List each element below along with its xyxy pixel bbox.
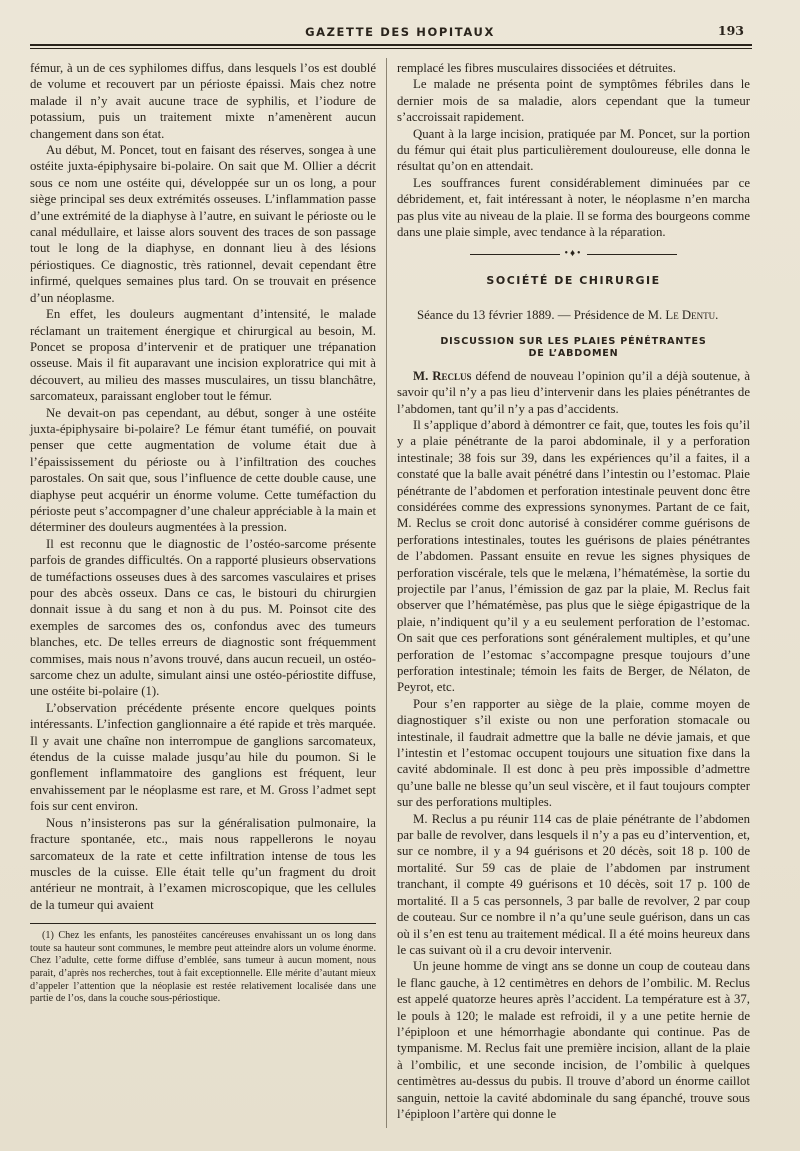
- header-rule-thick: [30, 44, 752, 46]
- paragraph: En effet, les douleurs augmentant d’intensité, le malade réclamant un traitement énergique et chirurgical au besoin, M. Poncet se proposa d’intervenir et de pratiquer une trépanation osseuse. Mais il fit auparavant une incision exploratrice qui mit à découvert, au milieu des masses musculaires, un tissu blanchâtre, sarcomateux, paraissant englober tout le fémur.: [30, 307, 376, 404]
- paragraph: L’observation précédente présente encore quelques points intéressants. L’infection ganglionnaire a été rapide et très marquée. Il y avait une chaîne non interrompue de ganglions sarcomateux, étendus de la cuisse malade jusqu’au hile du poumon. Si le gonflement inflammatoire des ganglions est fréquent, leur envahissement par le néoplasme est rare, et M. Gross l’admet sept fois sur cent environ.: [30, 700, 376, 814]
- footnote-rule: [30, 923, 376, 924]
- discussion-heading-line-2: DE L’ABDOMEN: [528, 347, 619, 359]
- running-head: [0, 22, 800, 42]
- paragraph: M. Reclus a pu réunir 114 cas de plaie pénétrante de l’abdomen par balle de revolver, dans lesquels il n’y a pas eu d’intervention, et, sur ce nombre, il y a 94 guérisons et 20 décès, soit 18 p. 100 de mortalité. Sur 59 cas de plaie de l’abdomen par instrument tranchant, il compte 49 guérisons et 10 décès, soit 17 p. 100 de mortalité. Il a 5 cas personnels, 3 par balle de revolver, 2 par coup de couteau. Sur ce nombre il n’a qu’une seule guérison, dans un cas où il s’en est tenu au traitement médical. Il a été moins heureux dans le cas suivant où il a cru devoir intervenir.: [397, 811, 750, 957]
- paragraph: Un jeune homme de vingt ans se donne un coup de couteau dans le flanc gauche, à 12 centimètres en dehors de l’ombilic. M. Reclus est appelé quatorze heures après l’accident. La température est à 37, le pouls à 120; le malade est refroidi, il y a une petite hernie de l’épiploon et une hémorrhagie abondante qui continue. Pas de tympanisme. M. Reclus fait une première incision, allant de la plaie à l’ombilic, et une seconde incision, de l’ombilic à quelques centimètres au-dessus du pubis. Il trouve d’abord un énorme caillot sanguin, nettoie la cavité abdominale du sang épanché, trouve sous l’épiploon l’artère qui donne le: [397, 959, 750, 1121]
- discussion-heading-line-1: DISCUSSION SUR LES PLAIES PÉNÉTRANTES: [440, 335, 707, 347]
- paragraph: Les souffrances furent considérablement diminuées par ce débridement, et, fait intéressant à noter, le néoplasme n’en marcha pas plus vite au niveau de la plaie. Il se forma des bourgeons comme dans une plaie simple, avec tendance à la réparation.: [397, 175, 750, 240]
- paragraph: Il est reconnu que le diagnostic de l’ostéo-sarcome présente parfois de grandes difficultés. On a rapporté plusieurs observations de tuméfactions osseuses dues à des sarcomes vasculaires et prises pour des abcès osseux. Dans ce cas, le bistouri du chirurgien donnait issue à du sang et non à du pus. M. Poinsot cite des exemples de sarcomes des os, confondus avec des tumeurs blanches, etc. De telles erreurs de diagnostic sont fréquemment commises, mais nous n’avons trouvé, dans aucun recueil, un ostéo-sarcome chez un adulte, simulant ainsi une ostéo-périostite diffuse, une ostéite bi-polaire (1).: [30, 536, 376, 699]
- ornament-glyph: •♦•: [564, 248, 583, 260]
- column-divider: [386, 58, 387, 1128]
- paragraph: Le malade ne présenta point de symptômes fébriles dans le dernier mois de sa maladie, alors cependant que la tumeur s’accroissait rapidement.: [397, 77, 750, 125]
- ornament-line-right: [587, 254, 677, 255]
- paragraph: remplacé les fibres musculaires dissociées et détruites.: [397, 61, 676, 75]
- header-rule-thin: [30, 48, 752, 49]
- running-title: GAZETTE DES HOPITAUX: [305, 25, 495, 39]
- paragraph: Nous n’insisterons pas sur la généralisation pulmonaire, la fracture spontanée, etc., mais nous rappellerons le noyau sarcomateux de la rate et cette infiltration intense de tous les muscles de la cuisse. Elle était telle qu’un fragment du droit antérieur ne montrait, à l’examen microscopique, que les cellules de la tumeur qui avaient: [30, 815, 376, 912]
- footnote: (1) Chez les enfants, les panostéites cancéreuses envahissant un os long dans toute sa hauteur sont communes, le membre peut atteindre alors un volume énorme. Chez l’adulte, cette forme diffuse d’emblée, sans tumeur à aucun moment, nous parait, d’après nos recherches, tout à fait exceptionnelle. Elle mérite d’autant mieux d’appeler l’attention que la néoplasie est restée relativement localisée dans une partie de l’os, dans la couche sous-périostique.: [30, 930, 376, 1005]
- president-name: Le Dentu: [665, 308, 716, 323]
- paragraph: Ne devait-on pas cependant, au début, songer à une ostéite juxta-épiphysaire bi-polaire? Le fémur étant tuméfié, on pouvait penser que cette augmentation de volume était due à l’épaississement du périoste ou à l’infiltration des couches parostales. On sait que, sous l’influence de cette double cause, une diaphyse peut acquérir un énorme volume. Cette tuméfaction du périoste peut s’accompagner d’une chaleur appréciable à la main et déterminer des douleurs augmentées à la pression.: [30, 405, 376, 535]
- section-ornament: [397, 246, 750, 262]
- speaker-name: M. Reclus: [413, 368, 472, 383]
- paragraph: [397, 368, 750, 417]
- paragraph: Pour s’en rapporter au siège de la plaie, comme moyen de diagnostiquer s’il existe ou non une perforation stomacale ou intestinale, il faudrait admettre que la balle ne dévie jamais, et que l’intestin et l’estomac occupent toujours une situation fixe dans la cavité abdominale. Il est donc à peu près impossible d’admettre qu’une balle ne blesse qu’un seul viscère, et il faut toujours compter sur des perforations multiples.: [397, 696, 750, 810]
- session-date: Séance du 13 février 1889. — Présidence de M.: [417, 308, 663, 323]
- discussion-heading: [397, 336, 750, 360]
- paragraph: fémur, à un de ces syphilomes diffus, dans lesquels l’os est doublé de volume et recouvert par un périoste épaissi. Mais chez notre malade il n’y avait aucune trace de syphilis, et l’iodure de potassium, puis un traitement mixte n’amenèrent aucun changement dans son état.: [30, 61, 376, 141]
- session-line: Séance du 13 février 1889. — Présidence de M. Le Dentu.: [417, 308, 719, 323]
- paragraph: Au début, M. Poncet, tout en faisant des réserves, songea à une ostéite juxta-épiphysaire bi-polaire. On sait que M. Ollier a décrit sous ce nom une ostéite qui, développée sur un os long, a pour siège principal ses deux extrémités osseuses. L’inflammation passe d’une extrémité de la diaphyse à l’autre, en suivant le périoste ou le canal médullaire, et laisse alors souvent des traces de son passage tout le long de la diaphyse, en donnant lieu à des lésions périostiques. Ce diagnostic, très rationnel, devait cependant être infirmé, quelques semaines plus tard. On se trouvait en présence d’un néoplasme.: [30, 143, 376, 305]
- right-column: [397, 60, 750, 1122]
- left-column: [30, 60, 376, 1006]
- section-title: SOCIÉTÉ DE CHIRURGIE: [486, 273, 661, 287]
- paragraph-text: défend de nouveau l’opinion qu’il a déjà soutenue, à savoir qu’il n’y a pas lieu d’intervenir dans les plaies pénétrantes de l’abdomen, tant qu’il n’y a pas d’accidents.: [397, 368, 750, 416]
- ornament-line-left: [470, 254, 560, 255]
- paragraph: Il s’applique d’abord à démontrer ce fait, que, toutes les fois qu’il y a plaie pénétrante de la paroi abdominale, il y a perforation intestinale; 38 fois sur 39, dans les expériences qu’il a faites, il a constaté que la balle avait pénétré dans l’intestin ou l’estomac. Plaie pénétrante de l’abdomen et perforation intestinale peuvent donc être considérées comme des expressions synonymes. Partant de ce fait, M. Reclus se croit donc autorisé à considérer comme guérisons de perforations intestinales, toutes les guérisons de plaies pénétrantes de l’abdomen. Passant ensuite en revue les signes physiques de perforation viscérale, tels que le melæna, l’hématémèse, la sortie du projectile par l’anus, l’émission de gaz par la plaie, M. Reclus fait observer que l’hématémèse, pas plus que le siège épigastrique de la plaie, n’indiquent qu’il y a eu seulement perforation de l’estomac. On sait que ces perforations sont généralement multiples, et qu’une perforation de l’estomac s’accompagne presque toujours d’une perforation intestinale; témoin les faits de Berger, de Nélaton, de Peyrot, etc.: [397, 417, 750, 695]
- paragraph: Quant à la large incision, pratiquée par M. Poncet, sur la portion du fémur qui était plus particulièrement douloureuse, elle donna le résultat qu’on en attendait.: [397, 126, 750, 174]
- page-number: 193: [717, 23, 744, 38]
